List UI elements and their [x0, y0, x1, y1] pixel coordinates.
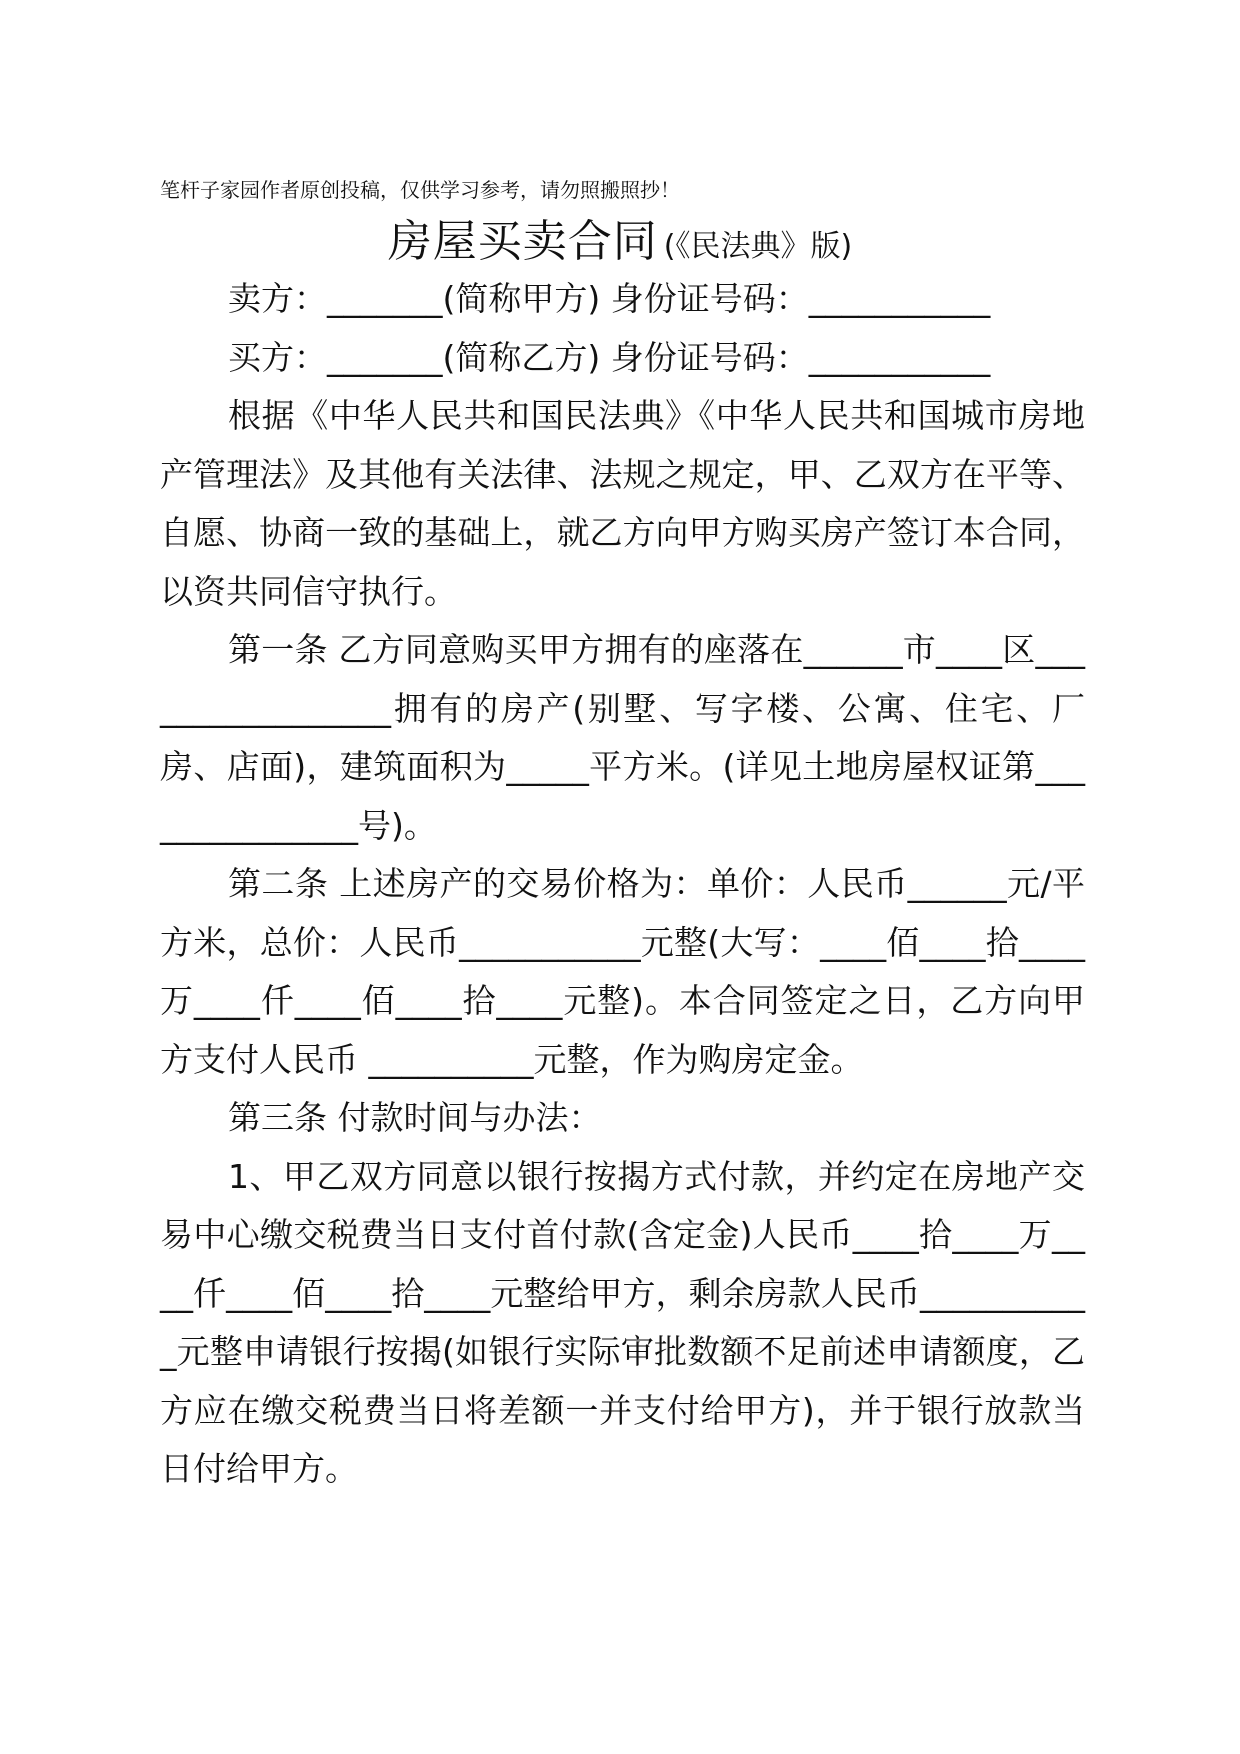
title-main: 房屋买卖合同: [387, 216, 658, 267]
article-1-paragraph: 第一条 乙方同意购买甲方拥有的座落在______市____区_________________拥有的房产(别墅、写字楼、公寓、住宅、厂房、店面)，建筑面积为_____平方米。(详见土地房屋权证第_______________号)。: [160, 630, 1085, 845]
preamble-paragraph: 根据《中华人民共和国民法典》《中华人民共和国城市房地产管理法》及其他有关法律、法规之规定，甲、乙双方在平等、自愿、协商一致的基础上，就乙方向甲方购买房产签订本合同，以资共同信守执行。: [160, 396, 1085, 611]
copyright-notice: 笔杆子家园作者原创投稿，仅供学习参考，请勿照搬照抄！: [160, 178, 680, 202]
article-3-clause-1: 1、甲乙双方同意以银行按揭方式付款，并约定在房地产交易中心缴交税费当日支付首付款(含定金)人民币____拾____万____仟____佰____拾____元整给甲方，剩余房款人民币___________元整申请银行按揭(如银行实际审批数额不足前述申请额度，乙方应在缴交税费当日将差额一并支付给甲方)，并于银行放款当日付给甲方。: [160, 1156, 1085, 1488]
title-subtitle: (《民法典》版): [663, 229, 853, 264]
article-2-paragraph: 第二条 上述房产的交易价格为：单价：人民币______元/平方米，总价：人民币___________元整(大写：____佰____拾____万____仟____佰____拾____元整)。本合同签定之日，乙方向甲方支付人民币 __________元整，作为购房定金。: [160, 864, 1085, 1079]
buyer-line: 买方：_______(简称乙方) 身份证号码：___________: [228, 337, 991, 377]
article-3-heading: 第三条 付款时间与办法：: [228, 1098, 602, 1137]
seller-line: 卖方：_______(简称甲方) 身份证号码：___________: [228, 279, 991, 318]
contract-body: [160, 270, 1085, 1499]
document-title: [0, 212, 1240, 277]
